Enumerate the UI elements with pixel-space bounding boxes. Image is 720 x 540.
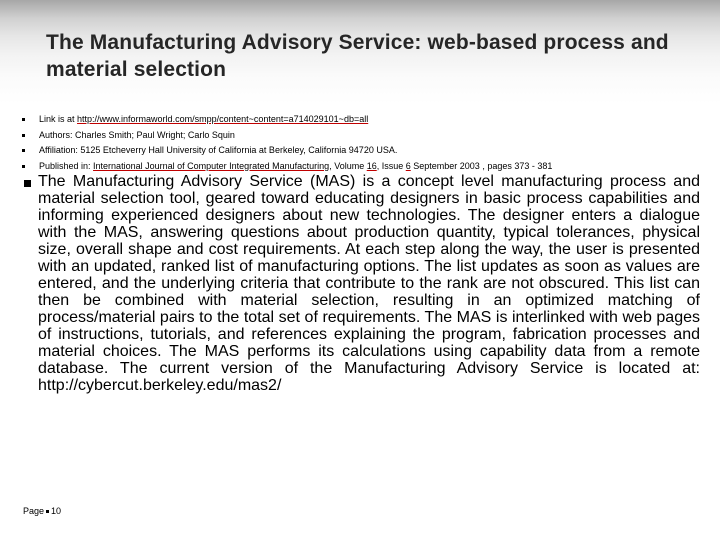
journal-link[interactable]: International Journal of Computer Integrated Manufacturing xyxy=(93,160,330,171)
reference-authors-item: Authors: Charles Smith; Paul Wright; Carlo Squin xyxy=(22,128,702,144)
reference-published-item xyxy=(22,159,702,175)
reference-list xyxy=(22,112,702,174)
reference-link-item xyxy=(22,112,702,128)
slide-title: The Manufacturing Advisory Service: web-based process and material selection xyxy=(46,31,669,81)
published-label: Published in: xyxy=(39,160,94,171)
article-link[interactable]: http://www.informaworld.com/smpp/content~content=a714029101~db=all xyxy=(77,114,369,124)
reference-affiliation-item: Affiliation: 5125 Etcheverry Hall University of California at Berkeley, California 94720 USA. xyxy=(22,143,702,159)
volume-label: , Volume xyxy=(329,160,367,171)
volume-link[interactable]: 16 xyxy=(366,160,377,171)
link-label: Link is at xyxy=(39,114,78,124)
page-number-value: 10 xyxy=(51,506,62,516)
abstract-bullet xyxy=(24,180,31,187)
issue-label: , Issue xyxy=(376,160,406,171)
abstract-block xyxy=(24,173,700,394)
page-label: Page xyxy=(23,506,45,516)
issue-link[interactable]: 6 xyxy=(405,160,411,171)
page-number xyxy=(23,506,61,516)
page-separator-dot xyxy=(46,510,49,513)
issue-tail: September 2003 , pages 373 - 381 xyxy=(410,160,553,171)
abstract-text: The Manufacturing Advisory Service (MAS) is a concept level manufacturing process and material selection tool, geared toward educating designers in basic process capabilities and informing experienced designers about new technologies. The designer enters a dialogue with the MAS, answering questions about production quantity, typical tolerances, physical size, overall shape and cost requirements. At each step along the way, the user is presented with an updated, ranked list of manufacturing options. The list updates as soon as values are entered, and the underlying criteria that contribute to the rank are not obscured. This list can then be combined with material selection, resulting in an optimized matching of process/material pairs to the total set of requirements. The MAS is interlinked with web pages of instructions, tutorials, and references explaining the program, fabrication processes and material choices. The MAS performs its calculations using capability data from a remote database. The current version of the Manufacturing Advisory Service is located at: http://cybercut.berkeley.edu/mas2/ xyxy=(38,173,700,394)
